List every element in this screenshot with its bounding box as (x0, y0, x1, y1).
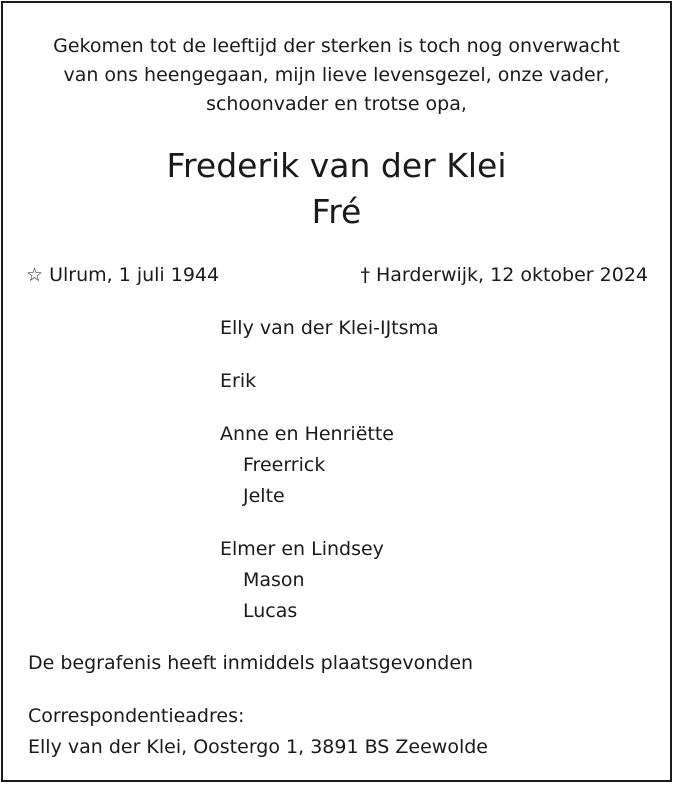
intro-text (3, 32, 670, 119)
obituary-notice (1, 1, 672, 782)
family-grandchild: Mason (243, 569, 305, 591)
deceased-nickname: Fré (311, 192, 362, 231)
family-list (220, 313, 439, 627)
family-child: Elmer en Lindsey (220, 538, 384, 560)
intro-line: schoonvader en trotse opa, (206, 93, 467, 115)
family-child-group (220, 419, 439, 512)
family-grandchild: Freerrick (243, 454, 326, 476)
family-child: Erik (220, 370, 257, 392)
birth-date: ☆ Ulrum, 1 juli 1944 (26, 264, 220, 286)
family-grandchild: Jelte (243, 485, 285, 507)
family-child: Anne en Henriëtte (220, 423, 394, 445)
correspondence-address: Elly van der Klei, Oostergo 1, 3891 BS Zeewolde (28, 736, 488, 758)
funeral-notice: De begrafenis heeft inmiddels plaatsgevonden (28, 652, 474, 674)
intro-line: Gekomen tot de leeftijd der sterken is toch nog onverwacht (53, 35, 620, 57)
deceased-name-block (3, 143, 670, 235)
correspondence-label: Correspondentieadres: (28, 705, 245, 727)
footer-spacer (28, 679, 488, 701)
family-child-group (220, 534, 439, 627)
intro-line: van ons heengegaan, mijn lieve levensgezel, onze vader, (63, 64, 610, 86)
footer-info (28, 648, 488, 763)
family-grandchild: Lucas (243, 600, 298, 622)
death-date: † Harderwijk, 12 oktober 2024 (360, 264, 648, 286)
family-spouse: Elly van der Klei-IJtsma (220, 317, 439, 339)
deceased-full-name: Frederik van der Klei (166, 146, 507, 185)
